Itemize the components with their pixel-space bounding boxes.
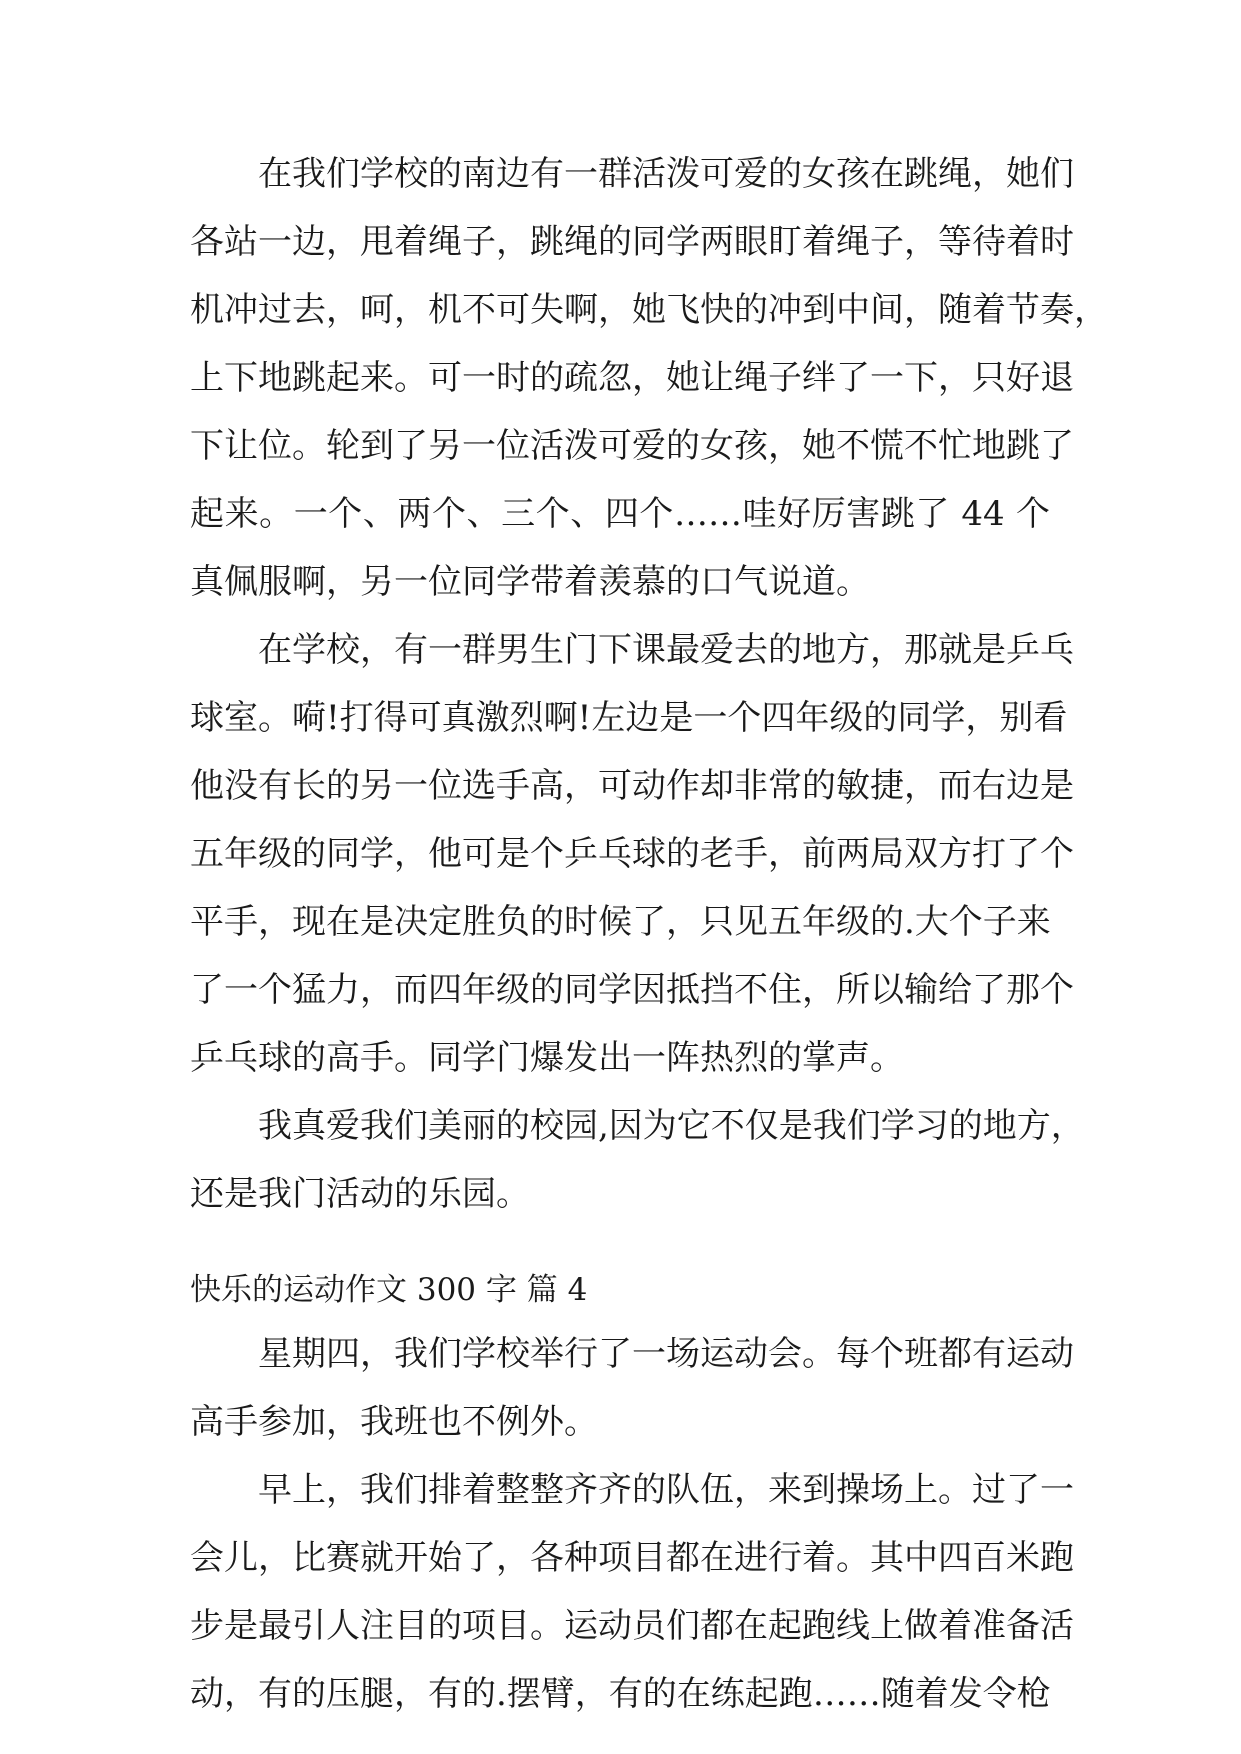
text-line: 机冲过去，呵，机不可失啊，她飞快的冲到中间，随着节奏， <box>190 290 1108 330</box>
text-line: 下让位。轮到了另一位活泼可爱的女孩，她不慌不忙地跳了 <box>190 426 1074 466</box>
text-line: 起来。一个、两个、三个、四个……哇好厉害跳了 44 个 <box>190 494 1050 534</box>
text-line: 球室。嗬!打得可真激烈啊!左边是一个四年级的同学，别看 <box>190 698 1068 738</box>
text-line: 他没有长的另一位选手高，可动作却非常的敏捷，而右边是 <box>190 766 1074 806</box>
text-line: 星期四，我们学校举行了一场运动会。每个班都有运动 <box>258 1334 1074 1374</box>
text-line: 五年级的同学，他可是个乒乓球的老手，前两局双方打了个 <box>190 834 1074 874</box>
text-line: 平手，现在是决定胜负的时候了，只见五年级的.大个子来 <box>190 902 1051 942</box>
text-line: 在我们学校的南边有一群活泼可爱的女孩在跳绳，她们 <box>258 154 1074 194</box>
text-line: 早上，我们排着整整齐齐的队伍，来到操场上。过了一 <box>258 1470 1074 1510</box>
text-line: 在学校，有一群男生门下课最爱去的地方，那就是乒乓 <box>258 630 1074 670</box>
text-line: 动，有的压腿，有的.摆臂，有的在练起跑……随着发令枪 <box>190 1674 1051 1714</box>
text-line: 乒乓球的高手。同学门爆发出一阵热烈的掌声。 <box>190 1038 904 1078</box>
text-line: 各站一边，甩着绳子，跳绳的同学两眼盯着绳子，等待着时 <box>190 222 1074 262</box>
section-title: 快乐的运动作文 300 字 篇 4 <box>190 1272 588 1308</box>
text-line: 还是我门活动的乐园。 <box>190 1174 530 1214</box>
text-line: 上下地跳起来。可一时的疏忽，她让绳子绊了一下，只好退 <box>190 358 1074 398</box>
text-line: 步是最引人注目的项目。运动员们都在起跑线上做着准备活 <box>190 1606 1074 1646</box>
text-line: 了一个猛力，而四年级的同学因抵挡不住，所以输给了那个 <box>190 970 1074 1010</box>
text-line: 真佩服啊，另一位同学带着羡慕的口气说道。 <box>190 562 870 602</box>
text-line: 高手参加，我班也不例外。 <box>190 1402 598 1442</box>
text-line: 会儿，比赛就开始了，各种项目都在进行着。其中四百米跑 <box>190 1538 1074 1578</box>
text-line: 我真爱我们美丽的校园,因为它不仅是我们学习的地方， <box>258 1106 1085 1146</box>
